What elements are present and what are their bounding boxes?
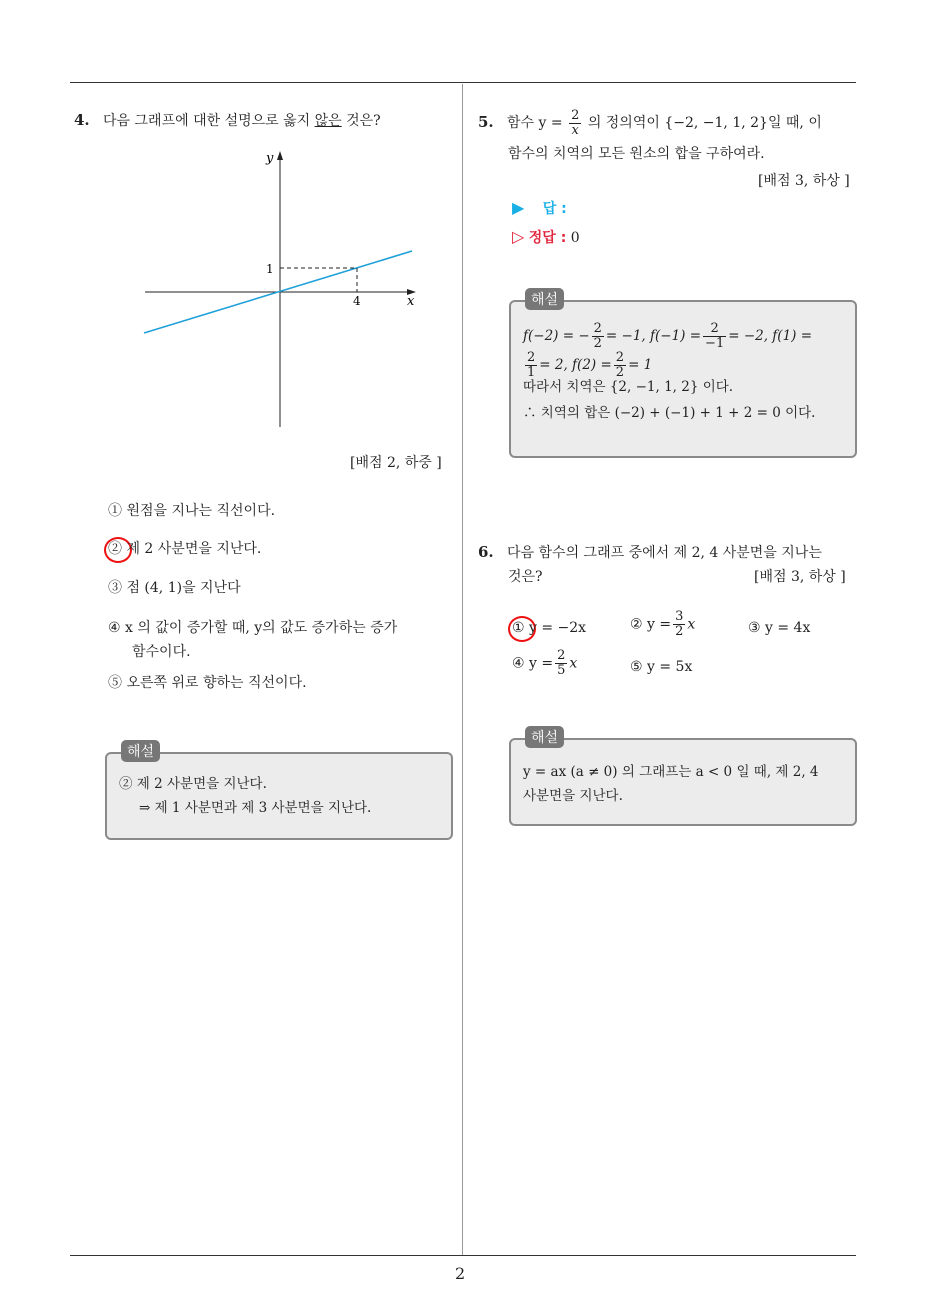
y-axis-label: y — [266, 151, 274, 166]
question-6 — [478, 540, 822, 565]
column-divider — [462, 84, 463, 1256]
q4-explain-line-2: ⇒ 제 1 사분면과 제 3 사분면을 지난다. — [139, 800, 372, 816]
question-4-text-b: 것은? — [341, 113, 381, 129]
question-4-text-a: 다음 그래프에 대한 설명으로 옳지 — [103, 113, 315, 129]
question-4-text-underlined: 않은 — [314, 113, 342, 129]
x-axis-label: x — [407, 294, 415, 309]
question-5-text-a: 함수 y = — [507, 115, 563, 131]
question-5-text-b: 의 정의역이 {−2, −1, 1, 2}일 때, 이 — [587, 115, 822, 131]
q4-choice-2[interactable]: ② 제 2 사분면을 지난다. — [108, 541, 262, 557]
q6-choice-3[interactable]: ③ y = 4x — [748, 620, 811, 636]
q4-choice-5[interactable]: ⑤ 오른쪽 위로 향하는 직선이다. — [108, 675, 307, 691]
outline-arrow-icon: ▷ — [512, 227, 525, 246]
q6-explanation-box — [509, 730, 857, 826]
correct-value: 0 — [570, 230, 580, 246]
q4-choice-3[interactable]: ③ 점 (4, 1)을 지난다 — [108, 580, 241, 596]
question-5-fraction: $\frac{2}{x}$ — [571, 107, 580, 138]
question-6-text-1: 다음 함수의 그래프 중에서 제 2, 4 사분면을 지나는 — [507, 545, 822, 561]
q5-explain-line-3: 따라서 치역은 {2, −1, 1, 2} 이다. — [523, 379, 734, 395]
q4-explanation-box — [105, 744, 453, 840]
question-6-score: [배점 3, 하상 ] — [754, 569, 846, 585]
top-rule — [70, 82, 856, 83]
q5-explanation-tag: 해설 — [525, 288, 564, 310]
q6-choice-5[interactable]: ⑤ y = 5x — [630, 659, 693, 675]
question-5 — [478, 108, 822, 138]
q4-explain-line-1: ② 제 2 사분면을 지난다. — [119, 776, 267, 792]
q4-choice-4[interactable]: ④ x 의 값이 증가할 때, y의 값도 증가하는 증가 — [108, 620, 398, 636]
question-4 — [74, 106, 381, 135]
q5-explain-line-1: f(−2) = − $\frac{2}{2}$ = −1, f(−1) = $\frac{2}{-1}$ = −2, f(1) = — [523, 321, 813, 351]
q5-explain-line-4: ∴ 치역의 합은 (−2) + (−1) + 1 + 2 = 0 이다. — [523, 405, 816, 421]
question-5-number: 5. — [478, 113, 494, 131]
q6-explain-line-1: y = ax (a ≠ 0) 의 그래프는 a < 0 일 때, 제 2, 4 — [523, 764, 819, 780]
q5-answer-row — [512, 198, 567, 218]
q5-correct-row — [512, 227, 580, 247]
question-4-graph — [140, 145, 430, 435]
q6-choice-1[interactable]: ① y = −2x — [512, 620, 587, 636]
q5-explain-line-2: $\frac{2}{1}$ = 2, f(2) = $\frac{2}{2}$ = 1 — [527, 350, 653, 380]
q6-explanation-tag: 해설 — [525, 726, 564, 748]
question-5-line-2: 함수의 치역의 모든 원소의 합을 구하여라. — [508, 146, 765, 162]
y-axis-arrow — [277, 151, 283, 160]
q4-explanation-tag: 해설 — [121, 740, 160, 762]
question-6-line-2: 것은? — [508, 569, 543, 585]
q4-choice-4-cont: 함수이다. — [132, 644, 191, 660]
q5-explanation-box — [509, 292, 857, 458]
q6-choice-2[interactable]: ② y = $\frac{3}{2}$ x — [630, 609, 696, 639]
question-4-number: 4. — [74, 111, 90, 129]
question-4-score: [배점 2, 하중 ] — [350, 455, 442, 471]
tick-x-4: 4 — [353, 294, 361, 308]
q6-choice-4[interactable]: ④ y = $\frac{2}{5}$ x — [512, 648, 578, 678]
q6-explain-line-2: 사분면을 지난다. — [523, 788, 623, 804]
play-arrow-icon: ▶ — [512, 198, 525, 217]
q4-choice-1[interactable]: ① 원점을 지나는 직선이다. — [108, 503, 276, 519]
page-number: 2 — [455, 1264, 466, 1283]
question-6-number: 6. — [478, 543, 494, 561]
bottom-rule — [70, 1255, 856, 1256]
correct-label: 정답 : — [528, 230, 567, 246]
answer-label: 답 : — [542, 201, 567, 217]
tick-y-1: 1 — [266, 262, 274, 276]
question-5-score: [배점 3, 하상 ] — [758, 173, 850, 189]
